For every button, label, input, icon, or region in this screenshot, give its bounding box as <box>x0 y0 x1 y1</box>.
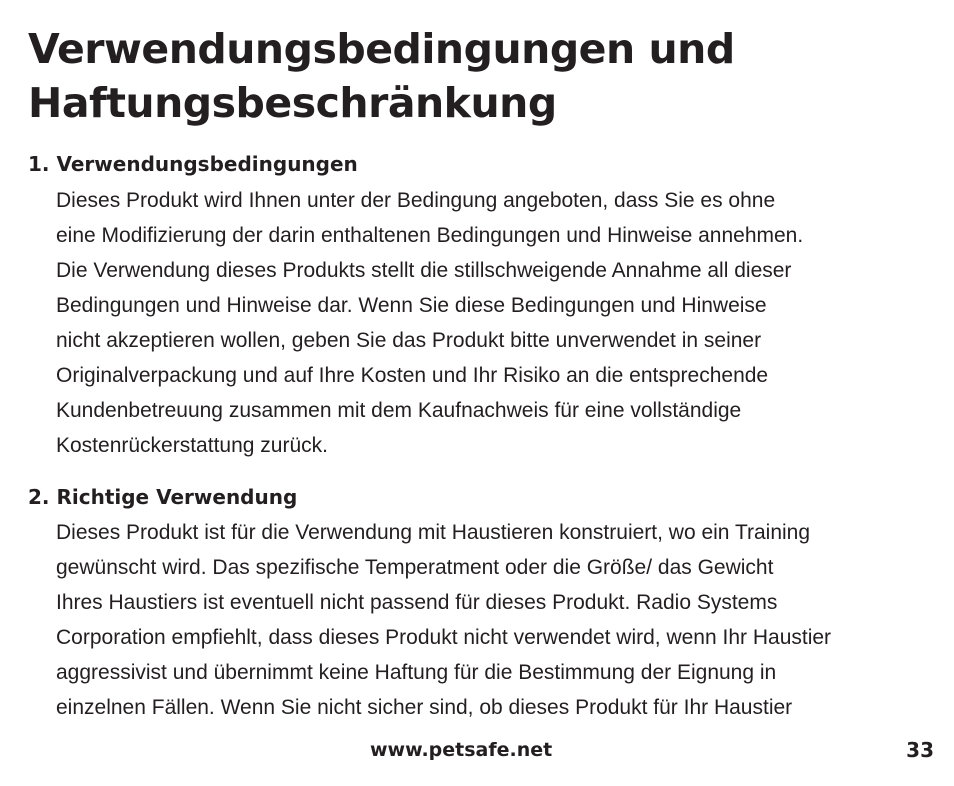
body-line: Ihres Haustiers ist eventuell nicht passend für dieses Produkt. Radio Systems <box>56 591 778 614</box>
body-line: Kundenbetreuung zusammen mit dem Kaufnachweis für eine vollständige <box>56 399 742 422</box>
body-line: aggressivist und übernimmt keine Haftung für die Bestimmung der Eignung in <box>56 661 777 684</box>
body-line: Kostenrückerstattung zurück. <box>56 434 328 457</box>
page-number: 33 <box>906 738 934 762</box>
body-line: Bedingungen und Hinweise dar. Wenn Sie diese Bedingungen und Hinweise <box>56 294 767 317</box>
page-title <box>28 22 928 130</box>
page-title-line-1: Verwendungsbedingungen und <box>28 25 735 73</box>
section-body-proper-use <box>56 515 831 725</box>
body-line: Dieses Produkt ist für die Verwendung mit Haustieren konstruiert, wo ein Training <box>56 521 811 544</box>
body-line: nicht akzeptieren wollen, geben Sie das Produkt bitte unverwendet in seiner <box>56 329 762 352</box>
section-body-terms-of-use <box>56 183 803 463</box>
body-line: Die Verwendung dieses Produkts stellt die stillschweigende Annahme all dieser <box>56 259 792 282</box>
body-line: eine Modifizierung der darin enthaltenen Bedingungen und Hinweise annehmen. <box>56 224 804 247</box>
body-line: gewünscht wird. Das spezifische Temperatment oder die Größe/ das Gewicht <box>56 556 774 579</box>
section-heading-terms-of-use: 1. Verwendungsbedingungen <box>28 152 358 176</box>
body-line: Originalverpackung und auf Ihre Kosten und Ihr Risiko an die entsprechende <box>56 364 769 387</box>
section-heading-proper-use: 2. Richtige Verwendung <box>28 485 298 509</box>
page-title-line-2: Haftungsbeschränkung <box>28 79 557 127</box>
footer-website-url: www.petsafe.net <box>370 739 553 761</box>
body-line: Corporation empfiehlt, dass dieses Produkt nicht verwendet wird, wenn Ihr Haustier <box>56 626 832 649</box>
body-line: einzelnen Fällen. Wenn Sie nicht sicher sind, ob dieses Produkt für Ihr Haustier <box>56 696 793 719</box>
body-line: Dieses Produkt wird Ihnen unter der Bedingung angeboten, dass Sie es ohne <box>56 189 776 212</box>
